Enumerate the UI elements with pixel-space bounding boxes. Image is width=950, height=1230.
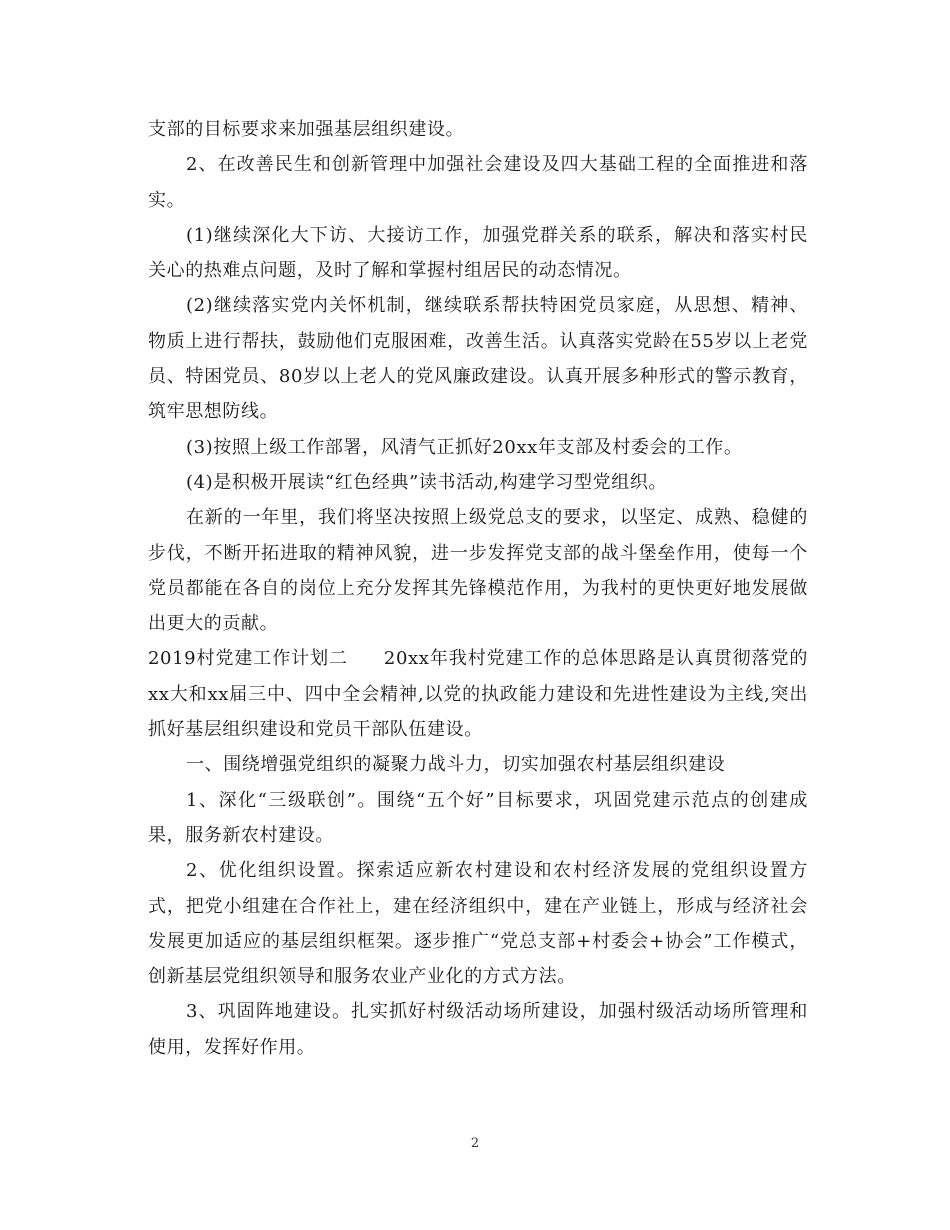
section-lead-paragraph — [148, 641, 808, 747]
paragraph: 2、优化组织设置。探索适应新农村建设和农村经济发展的党组织设置方式，把党小组建在合作社上，建在经济组织中，建在产业链上，形成与经济社会发展更加适应的基层组织框架。逐步推广“党总支部+村委会+协会”工作模式，创新基层党组织领导和服务农业产业化的方式方法。 — [148, 860, 808, 988]
paragraph: (3)按照上级工作部署，风清气正抓好20xx年支部及村委会的工作。 — [186, 436, 743, 458]
section-lead: 20xx年我村党建工作的总体思路是认真贯彻落党的xx大和xx届三中、四中全会精神,以党的执政能力建设和先进性建设为主线,突出抓好基层组织建设和党员干部队伍建设。 — [148, 648, 808, 741]
paragraph: 3、巩固阵地建设。扎实抓好村级活动场所建设，加强村级活动场所管理和使用，发挥好作用。 — [148, 1001, 808, 1058]
paragraph: 一、围绕增强党组织的凝聚力战斗力，切实加强农村基层组织建设 — [186, 754, 726, 776]
paragraph: (1)继续深化大下访、大接访工作，加强党群关系的联系，解决和落实村民关心的热难点问题，及时了解和掌握村组居民的动态情况。 — [148, 224, 808, 282]
paragraph: 支部的目标要求来加强基层组织建设。 — [148, 119, 465, 140]
paragraph: 1、深化“三级联创”。围绕“五个好”目标要求，巩固党建示范点的创建成果，服务新农村建设。 — [148, 789, 808, 846]
document-body — [148, 112, 808, 1065]
paragraph: (2)继续落实党内关怀机制，继续联系帮扶特困党员家庭，从思想、精神、物质上进行帮扶，鼓励他们克服困难，改善生活。认真落实党龄在55岁以上老党员、特困党员、80岁以上老人的党风廉政建设。认真开展多种形式的警示教育，筑牢思想防线。 — [148, 295, 808, 423]
paragraph: 在新的一年里，我们将坚决按照上级党总支的要求，以坚定、成熟、稳健的步伐，不断开拓进取的精神风貌，进一步发挥党支部的战斗堡垒作用，使每一个党员都能在各自的岗位上充分发挥其先锋模范作用，为我村的更快更好地发展做出更大的贡献。 — [148, 507, 808, 635]
section-title: 2019村党建工作计划二 — [148, 648, 348, 670]
paragraph: 2、在改善民生和创新管理中加强社会建设及四大基础工程的全面推进和落实。 — [148, 154, 808, 211]
paragraph: (4)是积极开展读“红色经典”读书活动,构建学习型党组织。 — [186, 471, 668, 493]
page-number: 2 — [470, 1136, 480, 1151]
